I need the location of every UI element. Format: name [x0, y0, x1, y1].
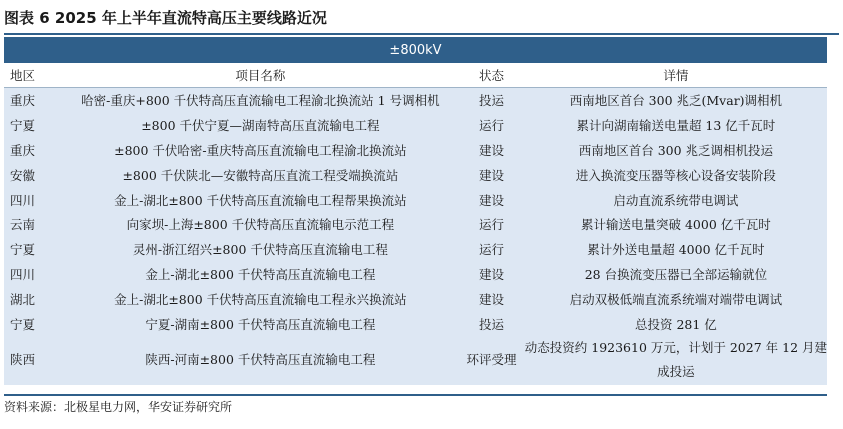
voltage-band-row: [4, 37, 827, 63]
cell-name: 金上-湖北±800 千伏特高压直流输电工程永兴换流站: [62, 286, 458, 311]
cell-region: 湖北: [4, 286, 62, 311]
table-row: [4, 212, 827, 237]
cell-detail: 动态投资约 1923610 万元，计划于 2027 年 12 月建成投运: [525, 336, 827, 385]
data-table: [4, 37, 827, 385]
cell-name: ±800 千伏宁夏—湖南特高压直流输电工程: [62, 113, 458, 138]
cell-status: 运行: [458, 212, 524, 237]
cell-region: 四川: [4, 262, 62, 287]
cell-name: 金上-湖北±800 千伏特高压直流输电工程帮果换流站: [62, 187, 458, 212]
cell-name: 陕西-河南±800 千伏特高压直流输电工程: [62, 336, 458, 385]
table-row: [4, 88, 827, 113]
voltage-band-label: ±800kV: [4, 37, 827, 63]
header-row: [4, 63, 827, 88]
cell-name: ±800 千伏哈密-重庆特高压直流输电工程渝北换流站: [62, 138, 458, 163]
cell-status: 运行: [458, 113, 524, 138]
cell-status: 建设: [458, 162, 524, 187]
cell-region: 安徽: [4, 162, 62, 187]
cell-detail: 28 台换流变压器已全部运输就位: [525, 262, 827, 287]
cell-name: 金上-湖北±800 千伏特高压直流输电工程: [62, 262, 458, 287]
figure-title: 图表 6 2025 年上半年直流特高压主要线路近况: [4, 3, 839, 35]
cell-status: 环评受理: [458, 336, 524, 385]
cell-region: 宁夏: [4, 311, 62, 336]
table-row: [4, 262, 827, 287]
cell-detail: 启动双极低端直流系统端对端带电调试: [525, 286, 827, 311]
cell-detail: 西南地区首台 300 兆乏调相机投运: [525, 138, 827, 163]
table-bottom-rule: [4, 394, 827, 396]
table-row: [4, 113, 827, 138]
header-status: 状态: [458, 63, 524, 88]
cell-detail: 启动直流系统带电调试: [525, 187, 827, 212]
source-note: 资料来源：北极星电力网，华安证券研究所: [4, 400, 233, 414]
header-detail: 详情: [525, 63, 827, 88]
cell-status: 建设: [458, 187, 524, 212]
cell-status: 建设: [458, 286, 524, 311]
cell-name: 哈密-重庆+800 千伏特高压直流输电工程渝北换流站 1 号调相机: [62, 88, 458, 113]
cell-status: 投运: [458, 311, 524, 336]
header-name: 项目名称: [62, 63, 458, 88]
cell-region: 宁夏: [4, 237, 62, 262]
cell-name: ±800 千伏陕北—安徽特高压直流工程受端换流站: [62, 162, 458, 187]
cell-status: 建设: [458, 138, 524, 163]
cell-status: 投运: [458, 88, 524, 113]
cell-detail: 总投资 281 亿: [525, 311, 827, 336]
cell-detail: 西南地区首台 300 兆乏(Mvar)调相机: [525, 88, 827, 113]
cell-region: 云南: [4, 212, 62, 237]
cell-region: 四川: [4, 187, 62, 212]
header-region: 地区: [4, 63, 62, 88]
table-row: [4, 336, 827, 385]
cell-status: 运行: [458, 237, 524, 262]
cell-name: 向家坝-上海±800 千伏特高压直流输电示范工程: [62, 212, 458, 237]
table-row: [4, 162, 827, 187]
cell-name: 宁夏-湖南±800 千伏特高压直流输电工程: [62, 311, 458, 336]
table-row: [4, 187, 827, 212]
cell-region: 重庆: [4, 138, 62, 163]
cell-region: 重庆: [4, 88, 62, 113]
cell-detail: 累计外送电量超 4000 亿千瓦时: [525, 237, 827, 262]
table-row: [4, 237, 827, 262]
table-row: [4, 286, 827, 311]
table-row: [4, 138, 827, 163]
cell-name: 灵州-浙江绍兴±800 千伏特高压直流输电工程: [62, 237, 458, 262]
cell-region: 宁夏: [4, 113, 62, 138]
table-row: [4, 311, 827, 336]
cell-detail: 累计输送电量突破 4000 亿千瓦时: [525, 212, 827, 237]
cell-region: 陕西: [4, 336, 62, 385]
cell-detail: 进入换流变压器等核心设备安装阶段: [525, 162, 827, 187]
cell-status: 建设: [458, 262, 524, 287]
cell-detail: 累计向湖南输送电量超 13 亿千瓦时: [525, 113, 827, 138]
